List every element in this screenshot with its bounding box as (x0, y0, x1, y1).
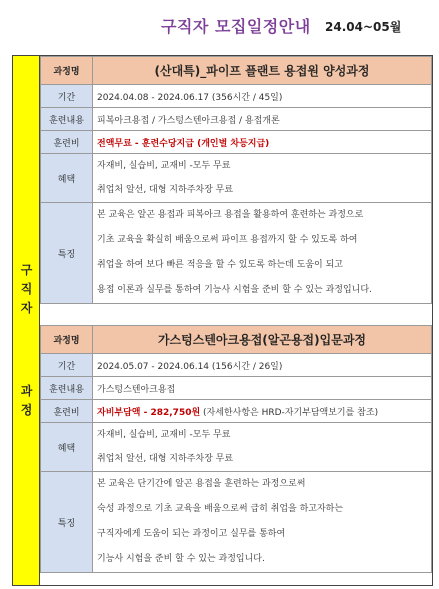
course-fee (93, 400, 432, 423)
period-row (41, 85, 432, 108)
course-content: 가스텅스텐아크용접 (93, 377, 432, 400)
course-name: (산대특)_파이프 플랜트 용접원 양성과정 (93, 57, 432, 85)
label-fee: 훈련비 (41, 400, 93, 423)
course-benefits (93, 154, 432, 203)
content-row (41, 377, 432, 400)
course-benefits (93, 423, 432, 472)
label-feature: 특징 (41, 203, 93, 304)
header (0, 0, 439, 50)
side-label-course: 과 정 (20, 384, 33, 417)
course-features (93, 472, 432, 573)
side-column (13, 56, 40, 585)
feature-line: 용접 이론과 실무를 통하여 기능사 시험을 준비 할 수 있는 과정입니다. (97, 285, 372, 295)
course-name-row (41, 326, 432, 354)
label-content: 훈련내용 (41, 377, 93, 400)
period-row (41, 354, 432, 377)
label-benefit: 혜택 (41, 423, 93, 472)
fee-note: (자세한사항은 HRD-자기부담액보기를 참조) (200, 407, 379, 418)
label-course-name: 과정명 (41, 326, 93, 354)
label-course-name: 과정명 (41, 57, 93, 85)
feature-row (41, 472, 432, 573)
side-label-jobseeker: 구 직 자 (20, 263, 33, 315)
benefit-item: 취업처 알선, 대형 지하주차장 무료 (97, 454, 234, 464)
course-name-row (41, 57, 432, 85)
fee-row (41, 131, 432, 154)
course-name: 가스텅스텐아크용접(알곤용접)입문과정 (93, 326, 432, 354)
feature-line: 숙성 과정으로 기초 교육을 배움으로써 급히 취업을 하고자하는 (97, 504, 344, 514)
course-period: 2024.04.08 - 2024.06.17 (356시간 / 45일) (93, 85, 432, 108)
schedule-period: 24.04~05월 (325, 20, 402, 34)
course-content: 피복아크용접 / 가스텅스텐아크용접 / 용접개론 (93, 108, 432, 131)
course-period: 2024.05.07 - 2024.06.14 (156시간 / 26일) (93, 354, 432, 377)
fee-highlight: 전액무료 - 훈련수당지급 (개인별 차등지급) (97, 138, 270, 149)
feature-row (41, 203, 432, 304)
course-fee (93, 131, 432, 154)
label-feature: 특징 (41, 472, 93, 573)
fee-highlight: 자비부담액 - 282,750원 (97, 407, 201, 418)
label-fee: 훈련비 (41, 131, 93, 154)
page-title: 구직자 모집일정안내 (161, 17, 311, 36)
benefit-row (41, 423, 432, 472)
course-features (93, 203, 432, 304)
label-period: 기간 (41, 85, 93, 108)
feature-line: 본 교육은 알곤 용접과 피복아크 용접을 활용하여 훈련하는 과정으로 (97, 210, 364, 220)
feature-line: 취업을 하여 보다 빠른 적응을 할 수 있도록 하는데 도움이 되고 (97, 260, 343, 270)
benefit-item: 취업처 알선, 대형 지하주차장 무료 (97, 185, 234, 195)
label-content: 훈련내용 (41, 108, 93, 131)
feature-line: 본 교육은 단기간에 알곤 용접을 훈련하는 과정으로써 (97, 479, 306, 489)
fee-row (41, 400, 432, 423)
label-period: 기간 (41, 354, 93, 377)
benefit-row (41, 154, 432, 203)
course-table-1 (40, 56, 432, 304)
label-benefit: 혜택 (41, 154, 93, 203)
content-row (41, 108, 432, 131)
feature-line: 기초 교육을 확실히 배움으로써 파이프 용접까지 할 수 있도록 하여 (97, 235, 358, 245)
schedule-frame (12, 55, 433, 586)
course-table-2 (40, 325, 432, 573)
benefit-item: 자재비, 실습비, 교재비 -모두 무료 (97, 430, 231, 440)
feature-line: 구직자에게 도움이 되는 과정이고 실무를 통하여 (97, 529, 286, 539)
benefit-item: 자재비, 실습비, 교재비 -모두 무료 (97, 161, 231, 171)
feature-line: 기능사 시험을 준비 할 수 있는 과정입니다. (97, 554, 265, 564)
